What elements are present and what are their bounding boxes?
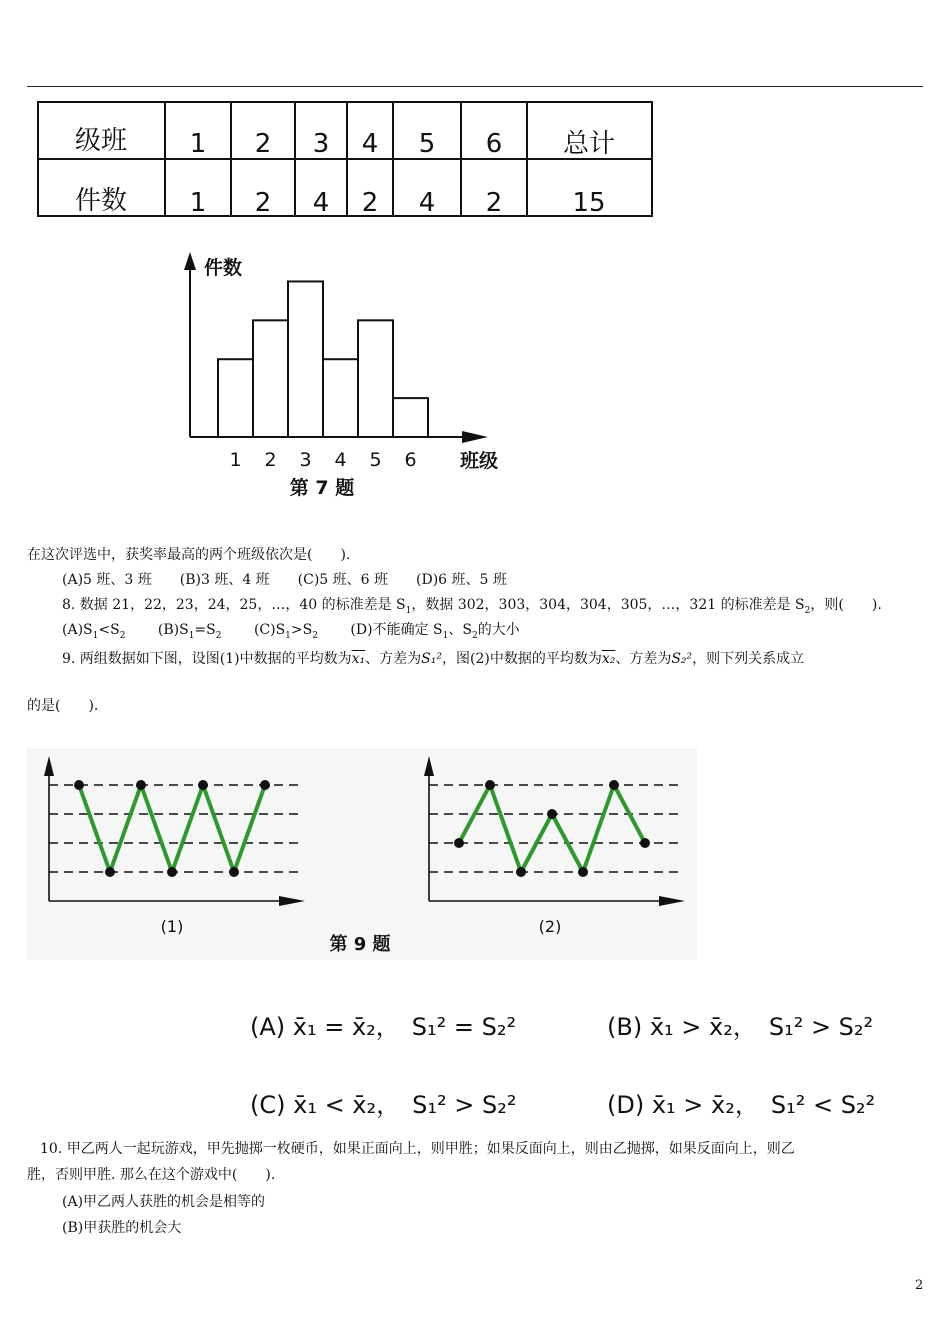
q8-options: [62, 621, 520, 645]
panel1-point-6: [229, 867, 239, 877]
table-cell-2: 2: [254, 188, 272, 218]
bar-chart-q7: [170, 240, 520, 505]
panel2-point-3: [516, 867, 526, 877]
q8-option-b: $(B)S_1=S_2$: [157, 622, 222, 641]
table-header-4: 4: [361, 129, 379, 159]
q8-option-a: $(A)S_1<S_2$: [62, 622, 126, 641]
bar-tick-5: 5: [369, 449, 382, 471]
q8-option-d: (D)不能确定 $S_1$、$S_2$的大小: [350, 622, 520, 641]
header-rule: [27, 86, 923, 87]
q10-option-a: (A)甲乙两人获胜的机会是相等的: [62, 1194, 266, 1210]
q9-option-c: (C) x̄₁ < x̄₂， S₁² > S₂²: [250, 1091, 517, 1119]
panel2-label: (2): [538, 917, 562, 936]
panel1-point-5: [198, 780, 208, 790]
bar-tick-6: 6: [404, 449, 417, 471]
panel1-label: (1): [160, 917, 184, 936]
table-header-5: 5: [418, 129, 436, 159]
q7-options: (A)5 班、3 班 (B)3 班、4 班 (C)5 班、6 班 (D)6 班、5 班: [62, 572, 507, 588]
table-cell-4: 2: [361, 188, 379, 218]
table-header-7: 总计: [562, 129, 616, 159]
data-table: [37, 101, 657, 221]
bar-ylabel: 件数: [204, 257, 243, 279]
bar-tick-2: 2: [264, 449, 277, 471]
bar-tick-4: 4: [334, 449, 347, 471]
panel2-point-6: [609, 780, 619, 790]
table-cell-6: 2: [485, 188, 503, 218]
panel1-point-2: [105, 867, 115, 877]
panel2-point-5: [578, 867, 588, 877]
q8-stem: 8. 数据 21，22，23，24，25，…，40 的标准差是 $S_1$，数据 302，303，304，304，305，…，321 的标准差是 $S_2$，则( ).: [62, 597, 882, 616]
q8-option-c: $(C)S_1>S_2$: [253, 622, 318, 641]
panel2-point-2: [485, 780, 495, 790]
panel1-point-4: [167, 867, 177, 877]
bar-tick-3: 3: [299, 449, 312, 471]
page-number: 2: [915, 1278, 924, 1293]
bar-3: [288, 281, 323, 437]
bar-tick-1: 1: [229, 449, 242, 471]
q10-option-b: (B)甲获胜的机会大: [62, 1220, 182, 1236]
table-header-1: 1: [189, 129, 207, 159]
table-cell-1: 1: [189, 188, 207, 218]
panel2-point-7: [640, 838, 650, 848]
table-cell-3: 4: [312, 188, 330, 218]
bar-4: [323, 359, 358, 437]
q9-stem-line2: 的是( ).: [27, 698, 99, 714]
q9-option-a: (A) x̄₁ = x̄₂， S₁² = S₂²: [250, 1013, 517, 1041]
table-cell-0: 件数: [74, 186, 128, 216]
figure-q9: [27, 748, 697, 960]
table-cell-7: 15: [572, 188, 606, 218]
bar-2: [253, 320, 288, 437]
bar-5: [358, 320, 393, 437]
panel1-point-7: [260, 780, 270, 790]
table-header-2: 2: [254, 129, 272, 159]
figure-q9-caption: 第 9 题: [329, 934, 391, 955]
panel1-point-3: [136, 780, 146, 790]
table-header-6: 6: [485, 129, 503, 159]
q7-stem: 在这次评选中，获奖率最高的两个班级依次是( ).: [27, 547, 351, 563]
q10-stem: 10. 甲乙两人一起玩游戏，甲先抛掷一枚硬币，如果正面向上，则甲胜；如果反面向上，则由乙抛掷，如果反面向上，则乙: [40, 1141, 795, 1157]
bar-1: [218, 359, 253, 437]
panel1-point-1: [74, 780, 84, 790]
panel2-point-4: [547, 809, 557, 819]
panel2-point-1: [454, 838, 464, 848]
q9-option-b: (B) x̄₁ > x̄₂， S₁² > S₂²: [607, 1013, 874, 1041]
q9-option-d: (D) x̄₁ > x̄₂， S₁² < S₂²: [607, 1091, 876, 1119]
bar-title: 第 7 题: [289, 477, 355, 499]
table-header-0: 级班: [74, 126, 128, 156]
q10-stem-line2: 胜，否则甲胜. 那么在这个游戏中( ).: [27, 1167, 276, 1183]
bar-xlabel: 班级: [460, 450, 499, 472]
q9-stem: 9. 两组数据如下图，设图(1)中数据的平均数为x₁、方差为S₁²，图(2)中数据的平均数为x₂、方差为S₂²，则下列关系成立: [62, 651, 805, 667]
table-header-3: 3: [312, 129, 330, 159]
bar-6: [393, 398, 428, 437]
table-cell-5: 4: [418, 188, 436, 218]
